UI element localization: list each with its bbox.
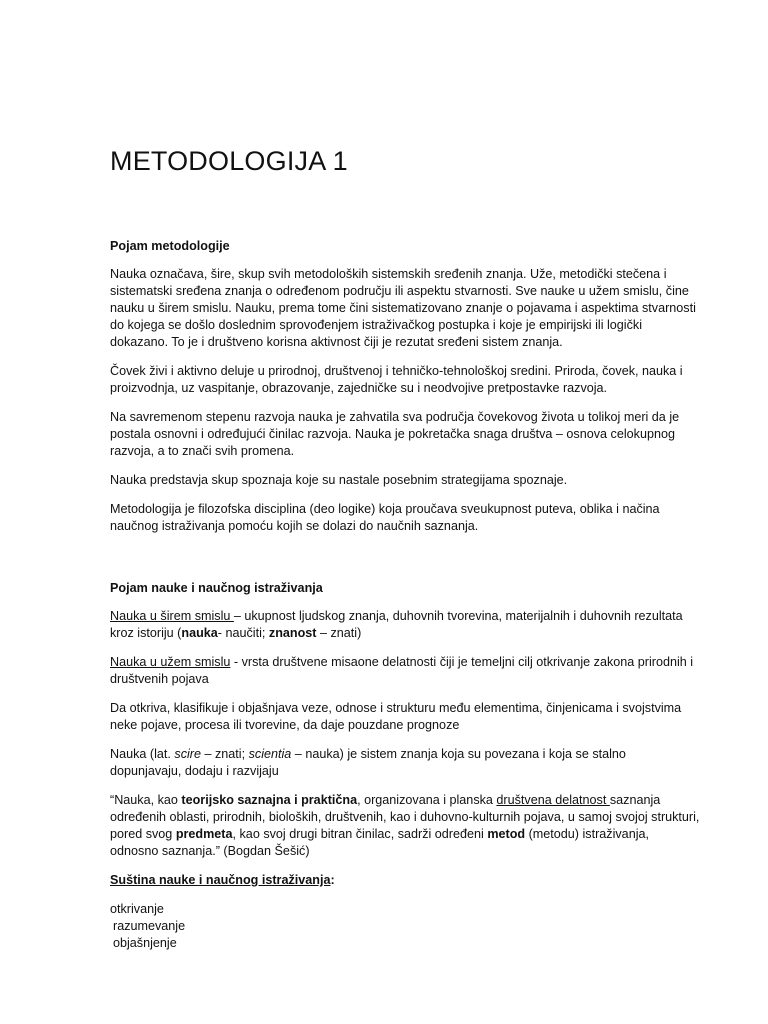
- document-title: METODOLOGIJA 1: [110, 146, 348, 176]
- term: Nauka u užem smislu: [110, 655, 231, 669]
- text: , kao svoj drugi bitran činilac, sadrži određeni: [232, 827, 488, 841]
- list: [110, 901, 700, 952]
- bold-term: metod: [487, 827, 526, 841]
- italic-term: scire: [174, 747, 201, 761]
- section-heading-pojam-metodologije: Pojam metodologije: [110, 239, 230, 253]
- definition-text: – znati): [316, 626, 362, 640]
- section-heading-pojam-nauke: Pojam nauke i naučnog istraživanja: [110, 581, 323, 595]
- text: , organizovana i planska: [357, 793, 497, 807]
- text: (metodu) istraživanja, odnosno saznanja.” (Bogdan Šešić): [110, 827, 649, 858]
- document-body: [110, 238, 700, 952]
- bold-term: teorijsko saznajna i praktična: [181, 793, 358, 807]
- text: Nauka (lat.: [110, 747, 175, 761]
- paragraph: Na savremenom stepenu razvoja nauka je zahvatila sva područja čovekovog života u tolikoj meri da je postala osnovni i određujući činilac razvoja. Nauka je pokretačka snaga društva – osnova celokupnog razvoja, a to znači svih promena.: [110, 410, 680, 458]
- colon: :: [330, 873, 335, 887]
- bold-term: nauka: [181, 626, 218, 640]
- text: “Nauka, kao: [110, 793, 182, 807]
- list-item: otkrivanje: [110, 902, 164, 916]
- paragraph-latin: [110, 746, 700, 780]
- definition-text: – ukupnost ljudskog znanja, duhovnih tvorevina, materijalnih i duhovnih rezultata kroz istoriju (: [110, 609, 683, 640]
- spacer: [110, 547, 700, 580]
- bold-underlined-heading: Suština nauke i naučnog istraživanja: [110, 873, 331, 887]
- text: – znati;: [201, 747, 249, 761]
- sustina-heading: [110, 872, 700, 889]
- text: – nauka) je sistem znanja koja su povezana i koja se stalno dopunjavaju, dodaju i razvijaju: [110, 747, 626, 778]
- definition-nauka-sirem: [110, 608, 700, 642]
- bold-term: predmeta: [175, 827, 233, 841]
- paragraph: Nauka predstavja skup spoznaja koje su nastale posebnim strategijama spoznaje.: [110, 473, 568, 487]
- paragraph: Metodologija je filozofska disciplina (deo logike) koja proučava sveukupnost puteva, oblika i načina naučnog istraživanja pomoću kojih se dolazi do naučnih saznanja.: [110, 502, 660, 533]
- definition-text: - naučiti;: [217, 626, 269, 640]
- list-item: objašnjenje: [113, 936, 177, 950]
- quote-paragraph: [110, 792, 700, 860]
- paragraph: Nauka označava, šire, skup svih metodoloških sistemskih sređenih znanja. Uže, metodički stečena i sistematski sređena znanja o određenom području ili aspektu stvarnosti. Sve nauke u užem smislu, čine nauku u širem smislu. Nauku, prema tome čini sistematizovano znanje o pojavama i aspektima stvarnosti do kojega se došlo doslednim sprovođenjem istraživačkog postupka i koje je empirijski ili logički dokazano. To je i društveno korisna aktivnost čiji je rezutat sređeni sistem znanja.: [110, 267, 696, 349]
- definition-nauka-uzem: [110, 654, 700, 688]
- underlined-term: društvena delatnost: [496, 793, 610, 807]
- paragraph: Da otkriva, klasifikuje i objašnjava veze, odnose i strukturu među elementima, činjenicama i svojstvima neke pojave, procesa ili tvorevine, da daje pouzdane prognoze: [110, 701, 682, 732]
- definition-text: - vrsta društvene misaone delatnosti čiji je temeljni cilj otkrivanje zakona prirodnih i društvenih pojava: [110, 655, 694, 686]
- bold-term: znanost: [268, 626, 317, 640]
- italic-term: scientia: [248, 747, 292, 761]
- text: saznanja određenih oblasti, prirodnih, bioloških, društvenih, kao i duhovno-kulturnih pojava, u samoj svojoj strukturi, pored svog: [110, 793, 700, 841]
- term: Nauka u širem smislu: [110, 609, 234, 623]
- paragraph: Čovek živi i aktivno deluje u prirodnoj, društvenoj i tehničko-tehnološkoj sredini. Priroda, čovek, nauka i proizvodnja, uz vaspitanje, obrazovanje, zajedničke su i neodvojive pretpostavke razvoja.: [110, 364, 683, 395]
- list-item: razumevanje: [113, 919, 186, 933]
